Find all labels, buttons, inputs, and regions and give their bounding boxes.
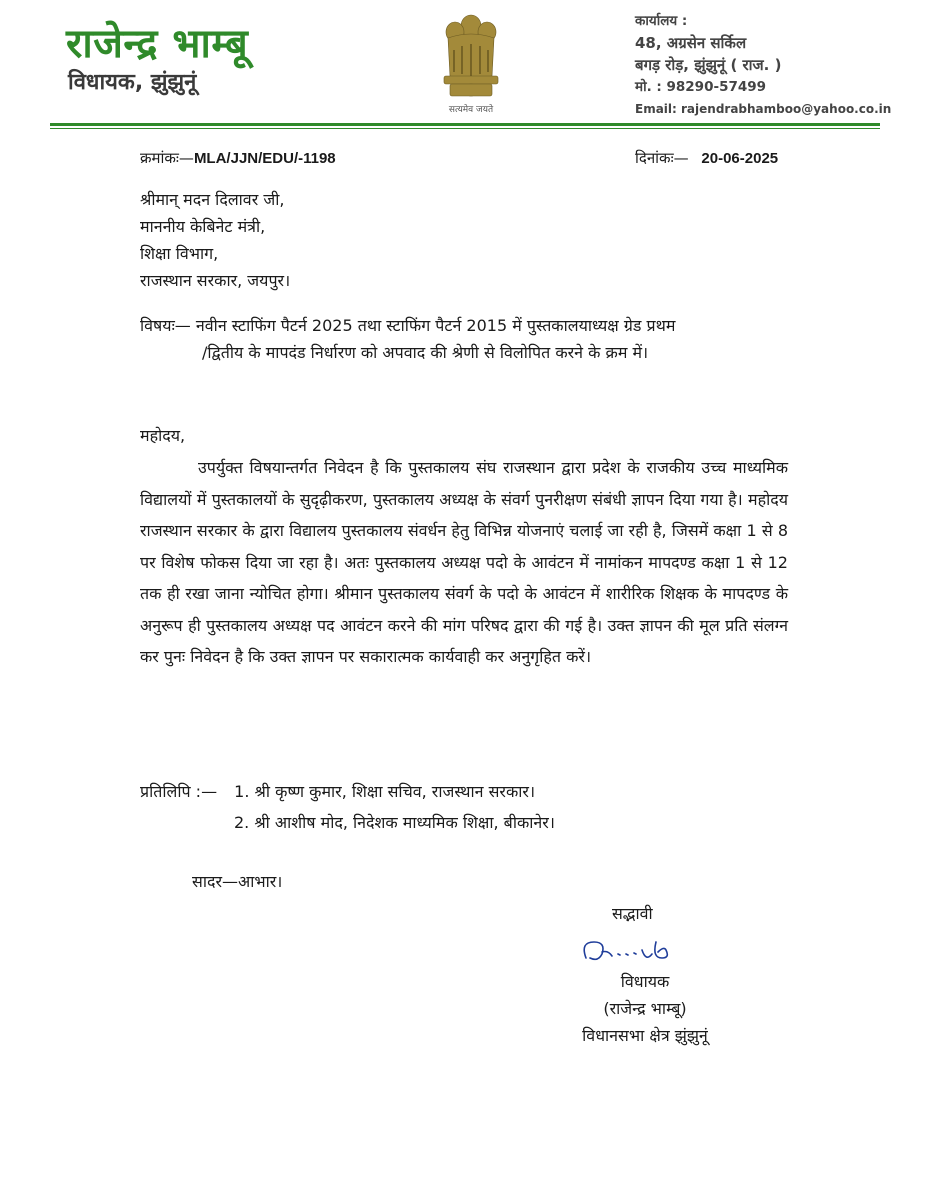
header-divider <box>50 123 880 126</box>
signatory-name: (राजेन्द्र भाम्बू) <box>603 999 687 1018</box>
office-address-line1: 48, अग्रसेन सर्किल <box>635 34 747 52</box>
reference-label: क्रमांकः— <box>140 149 194 167</box>
date-value: 20-06-2025 <box>701 150 779 167</box>
salutation: महोदय, <box>140 426 186 445</box>
reference-number <box>140 148 336 168</box>
addressee-block <box>140 186 290 294</box>
copy-to-item: 2. श्री आशीष मोद, निदेशक माध्यमिक शिक्षा, बीकानेर। <box>234 813 555 832</box>
addressee-line: श्रीमान् मदन दिलावर जी, <box>140 190 285 209</box>
signatory-title: विधायक <box>620 972 670 991</box>
office-mobile: मो. : 98290-57499 <box>635 79 767 95</box>
office-address-block <box>635 10 891 120</box>
office-email: Email: rajendrabhamboo@yahoo.co.in <box>635 102 892 116</box>
addressee-line: माननीय केबिनेट मंत्री, <box>140 217 266 236</box>
copy-to-block <box>140 776 555 838</box>
signatory-block <box>560 968 730 1049</box>
reference-value: MLA/JJN/EDU/-1198 <box>193 150 336 167</box>
date-label: दिनांकः— <box>635 149 689 167</box>
letter-body: उपर्युक्त विषयान्तर्गत निवेदन है कि पुस्तकालय संघ राजस्थान द्वारा प्रदेश के राजकीय उच्च माध्यमिक विद्यालयों में पुस्तकालयों के सुदृढ़ीकरण, पुस्तकालय अध्यक्ष के संवर्ग पुनरीक्षण संबंधी ज्ञापन दिया गया है। महोदय राजस्थान सरकार के द्वारा विद्यालय पुस्तकालय संवर्धन हेतु विभिन्न योजनाएं चलाई जा रही है, जिसमें कक्षा 1 से 8 पर विशेष फोकस दिया जा रहा है। अतः पुस्तकालय अध्यक्ष पदो के आवंटन में नामांकन मापदण्ड कक्षा 1 से 12 तक ही रखा जाना न्योचित होगा। श्रीमान पुस्तकालय संवर्ग के पदो के आवंटन में शारीरिक शिक्षक के मापदण्ड के अनुरूप ही पुस्तकालय अध्यक्ष पद आवंटन करने की मांग परिषद द्वारा की गई है। उक्त ज्ञापन की मूल प्रति संलग्न कर पुनः निवेदन है कि उक्त ज्ञापन पर सकारात्मक कार्यवाही कर अनुगृहित करें। <box>140 458 788 666</box>
closing: सादर—आभार। <box>192 872 283 891</box>
emblem-motto: सत्यमेव जयते <box>448 105 494 115</box>
letterhead-name: राजेन्द्र भाम्बू <box>66 20 249 67</box>
header-divider-thin <box>50 128 880 129</box>
office-label: कार्यालय : <box>635 13 688 29</box>
subject-block <box>140 312 780 366</box>
signatory-constituency: विधानसभा क्षेत्र झुंझुनूं <box>582 1026 708 1045</box>
addressee-line: राजस्थान सरकार, जयपुर। <box>140 271 291 290</box>
sadbhavi: सद्भावी <box>612 904 653 923</box>
letter-date <box>635 148 778 168</box>
office-address-line2: बगड़ रोड़, झुंझुनूं ( राज. ) <box>635 56 782 74</box>
copy-to-item: 1. श्री कृष्ण कुमार, शिक्षा सचिव, राजस्थान सरकार। <box>234 782 536 801</box>
letterhead-designation: विधायक, झुंझुनूं <box>68 70 197 95</box>
copy-to-label: प्रतिलिपि :— <box>140 782 218 801</box>
addressee-line: शिक्षा विभाग, <box>140 244 219 263</box>
subject-label: विषयः— <box>140 316 191 335</box>
subject-line1: नवीन स्टाफिंग पैटर्न 2025 तथा स्टाफिंग पैटर्न 2015 में पुस्तकालयाध्यक्ष ग्रेड प्रथम <box>195 316 676 335</box>
subject-line2: /द्वितीय के मापदंड निर्धारण को अपवाद की श्रेणी से विलोपित करने के क्रम में। <box>202 343 649 362</box>
